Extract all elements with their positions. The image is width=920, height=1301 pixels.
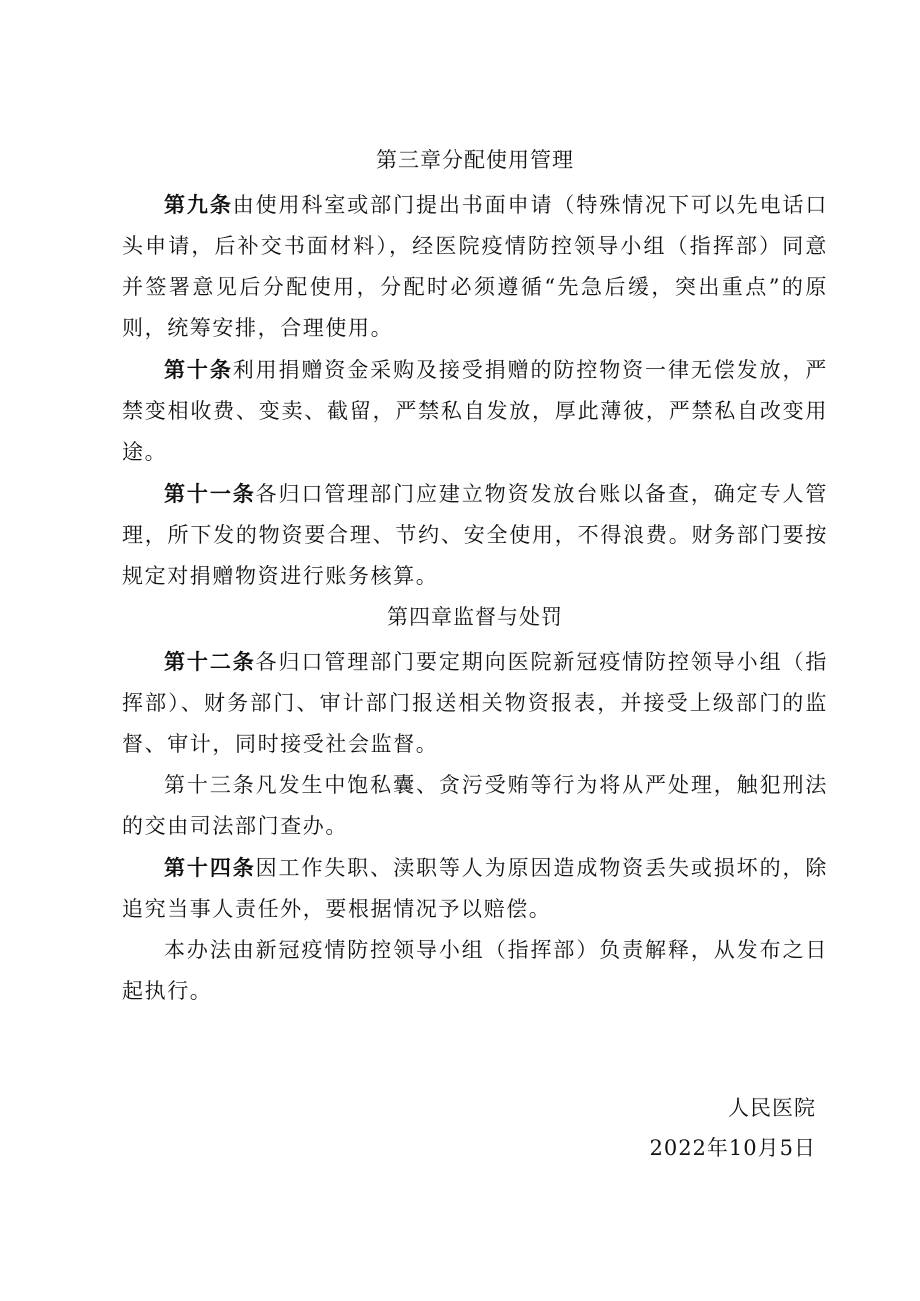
document-body bbox=[122, 146, 828, 1012]
article-10-label: 第十条 bbox=[164, 357, 233, 382]
article-13-text: 第十三条凡发生中饱私囊、贪污受贿等行为将从严处理，触犯刑法的交由司法部门查办。 bbox=[122, 773, 828, 838]
article-14-text: 因工作失职、渎职等人为原因造成物资丢失或损坏的，除追究当事人责任外，要根据情况予以赔偿。 bbox=[122, 856, 829, 921]
article-11 bbox=[122, 473, 828, 597]
article-10-text: 利用捐赠资金采购及接受捐赠的防控物资一律无偿发放，严禁变相收费、变卖、截留，严禁私自发放，厚此薄彼，严禁私自改变用途。 bbox=[122, 358, 828, 464]
article-11-label: 第十一条 bbox=[164, 481, 256, 506]
signature-date: 2022年10月5日 bbox=[649, 1136, 816, 1160]
article-12-label: 第十二条 bbox=[164, 649, 256, 674]
article-9-text: 由使用科室或部门提出书面申请（特殊情况下可以先电话口头申请，后补交书面材料），经医院疫情防控领导小组（指挥部）同意并签署意见后分配使用，分配时必须遵循“先急后缓，突出重点”的原则，统筹安排，合理使用。 bbox=[122, 193, 828, 340]
article-12-text: 各归口管理部门要定期向医院新冠疫情防控领导小组（指挥部）、财务部门、审计部门报送相关物资报表，并接受上级部门的监督、审计，同时接受社会监督。 bbox=[122, 650, 829, 756]
article-11-text: 各归口管理部门应建立物资发放台账以备查，确定专人管理，所下发的物资要合理、节约、安全使用，不得浪费。财务部门要按规定对捐赠物资进行账务核算。 bbox=[122, 482, 829, 588]
article-9-label: 第九条 bbox=[164, 192, 233, 217]
signature-organization: 人民医院 bbox=[728, 1096, 816, 1120]
article-9 bbox=[122, 184, 828, 349]
article-10 bbox=[122, 349, 828, 473]
article-13 bbox=[122, 765, 828, 847]
closing-statement: 本办法由新冠疫情防控领导小组（指挥部）负责解释，从发布之日起执行。 bbox=[122, 938, 828, 1003]
signature-block bbox=[649, 1088, 816, 1168]
chapter-3-title: 第三章分配使用管理 bbox=[376, 148, 574, 172]
article-14-label: 第十四条 bbox=[164, 855, 256, 880]
chapter-4-title: 第四章监督与处罚 bbox=[387, 605, 563, 629]
article-12 bbox=[122, 641, 828, 765]
article-14 bbox=[122, 847, 828, 930]
